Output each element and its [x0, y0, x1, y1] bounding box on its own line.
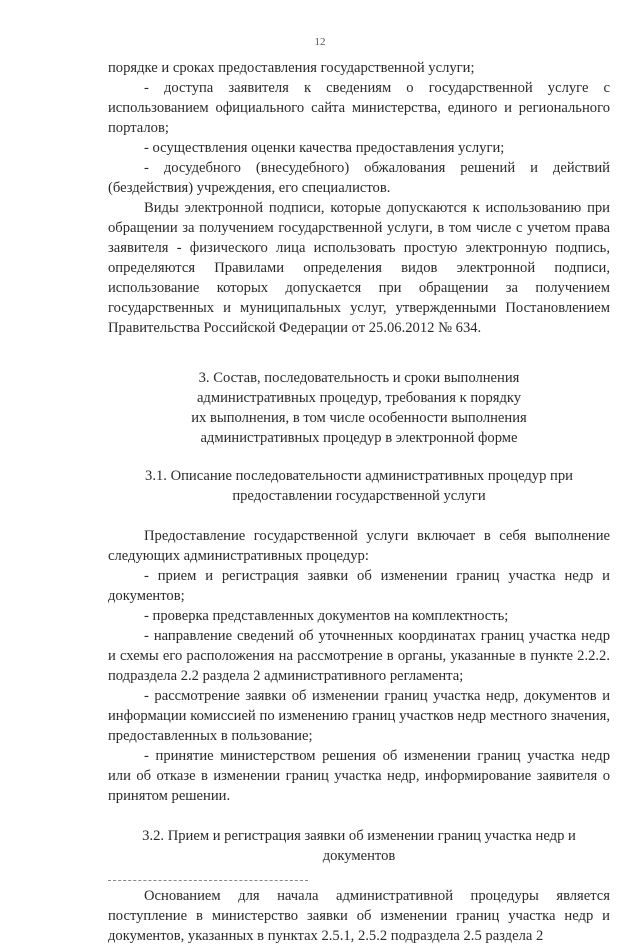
paragraph: Виды электронной подписи, которые допускаются к использованию при обращении за получением государственной услуги, в том числе с учетом права заявителя - физического лица использовать простую электронную подпись, определяются Правилами определения видов электронной подписи, использование которых допускается при обращении за получением государственных и муниципальных услуг, утвержденными Постановлением Правительства Российской Федерации от 25.06.2012 № 634.	[108, 200, 610, 336]
paragraph: Основанием для начала административной процедуры является поступление в министерство заявки об изменении границ участка недр и документов, указанных в пунктах 2.5.1, 2.5.2 подраздела 2.5 раздела 2	[108, 888, 610, 944]
paragraph: порядке и сроках предоставления государственной услуги;	[108, 60, 475, 76]
list-item: - прием и регистрация заявки об изменении границ участка недр и документов;	[108, 568, 610, 604]
section-3-2-heading	[108, 826, 610, 866]
paragraph: - осуществления оценки качества предоставления услуги;	[144, 140, 505, 156]
heading-line: административных процедур, требования к порядку	[196, 390, 522, 406]
paragraph: - доступа заявителя к сведениям о государственной услуге с использованием официального сайта министерства, единого и регионального порталов;	[108, 80, 610, 136]
heading-line: документов	[322, 848, 396, 864]
heading-line: их выполнения, в том числе особенности выполнения	[191, 410, 527, 426]
list-item: - направление сведений об уточненных координатах границ участка недр и схемы его расположения на рассмотрение в органы, указанные в пункте 2.2.2. подраздела 2.2 раздела 2 административного регламента;	[108, 628, 610, 684]
section-3-heading	[108, 368, 610, 448]
document-body	[108, 58, 610, 946]
heading-line: 3.2. Прием и регистрация заявки об изменении границ участка недр и	[142, 828, 576, 844]
list-item: - рассмотрение заявки об изменении границ участка недр, документов и информации комиссией по изменению границ участков недр местного значения, предоставленных в пользование;	[108, 688, 610, 744]
heading-line: предоставлении государственной услуги	[232, 488, 486, 504]
section-3-1-heading	[108, 466, 610, 506]
list-item: - принятие министерством решения об изменении границ участка недр или об отказе в изменении границ участка недр, информирование заявителя о принятом решении.	[108, 748, 610, 804]
heading-line: административных процедур в электронной форме	[200, 430, 518, 446]
heading-line: 3.1. Описание последовательности административных процедур при	[145, 468, 573, 484]
list-item: - проверка представленных документов на комплектность;	[144, 608, 509, 624]
paragraph: - досудебного (внесудебного) обжалования решений и действий (бездействия) учреждения, его специалистов.	[108, 160, 610, 196]
heading-line: 3. Состав, последовательность и сроки выполнения	[198, 370, 520, 386]
footer-divider	[108, 880, 308, 881]
page-number: 12	[314, 36, 326, 48]
paragraph: Предоставление государственной услуги включает в себя выполнение следующих административных процедур:	[108, 528, 610, 564]
